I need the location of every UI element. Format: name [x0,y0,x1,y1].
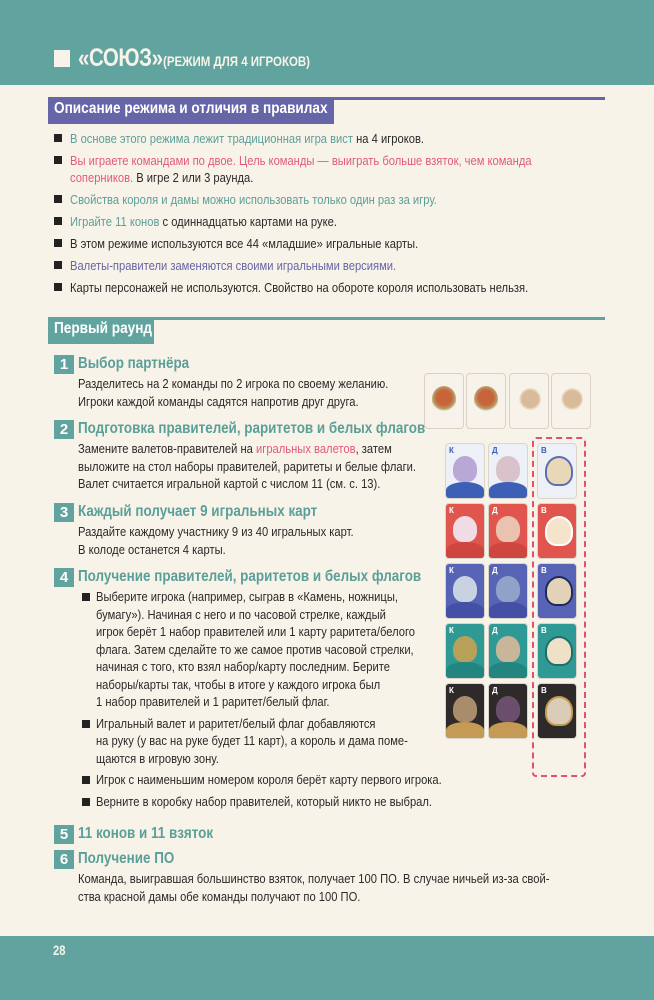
step-3: 3 Каждый получает 9 игральных карт Раздайте каждому участнику 9 из 40 игральных карт. В колоде останется 4 карты. [54,503,398,558]
bullet-square-icon [82,720,90,728]
step-4 [54,568,498,814]
step-number: 2 [54,420,74,439]
list-item: Игральный валет и раритет/белый флаг добавляются на руку (у вас на руке будет 11 карт), а король и дама поме- щаются в игровую зону. [82,715,498,768]
step-6: 6 Получение ПО Команда, выигравшая большинство взяток, получает 100 ПО. В случае ничьей из-за свой- ства красной дамы обе команды получают по 100 ПО. [54,850,626,905]
list-item: Выберите игрока (например, сыграв в «Камень, ножницы, бумагу»). Начиная с него и по часовой стрелке, каждый игрок берёт 1 набор правителей или 1 карту раритета/белого флага. Затем сделайте то же самое против часовой стрелки, начиная с того, кто взял набор/карту последним. Берите наборы/карты так, чтобы в итоге у каждого игрока был 1 набор правителей и 1 раритет/белый флаг. [82,588,498,711]
step-number: 6 [54,850,74,869]
list-item: Верните в коробку набор правителей, который никто не выбрал. [82,793,498,811]
list-item: Валеты-правители заменяются своими игральными версиями. [54,257,614,274]
jack-card-indigo: В [538,564,576,618]
squirrel-card-back [510,374,548,428]
step-5 [54,825,239,843]
king-card-dark: К [446,684,484,738]
title-subtitle: (РЕЖИМ ДЛЯ 4 ИГРОКОВ) [163,53,311,69]
list-item: Карты персонажей не используются. Свойство на обороте короля использовать нельзя. [54,279,614,296]
list-item: Свойства короля и дамы можно использовать только один раз за игру. [54,191,614,208]
title-square-icon [54,50,70,67]
king-card-blue: К [446,444,484,498]
king-card-teal: К [446,624,484,678]
step-title: Получение правителей, раритетов и белых флагов [78,568,422,585]
step-number: 1 [54,355,74,374]
list-item: Игрок с наименьшим номером короля берёт карту первого игрока. [82,771,498,789]
step-title: 11 конов и 11 взяток [78,825,214,842]
list-item: В основе этого режима лежит традиционная игра вист на 4 игроков. [54,130,614,147]
list-item: Играйте 11 конов с одиннадцатью картами на руке. [54,213,614,230]
footer-band [0,936,654,1000]
bullet-square-icon [82,593,90,601]
step-2: 2 Подготовка правителей, раритетов и белых флагов Замените валетов-правителей на игральных валетов, затем выложите на стол наборы правителей, раритеты и белые флаги. Валет считается игральной картой с числом 11 (см. с. 13). [54,420,491,493]
queen-card-teal: Д [489,624,527,678]
mode-bullet-list [54,130,614,301]
queen-card-dark: Д [489,684,527,738]
step-4-bullets [82,588,498,810]
jack-card-dark: В [538,684,576,738]
jack-card-teal: В [538,624,576,678]
page-title [54,44,342,73]
bullet-square-icon [54,134,62,142]
step-title: Подготовка правителей, раритетов и белых флагов [78,420,426,437]
round-heading-text: Первый раунд [54,320,153,337]
squirrel-icon [559,386,583,412]
step-number: 3 [54,503,74,522]
deer-icon [474,386,498,412]
bullet-square-icon [54,283,62,291]
deer-card-back [425,374,463,428]
list-item: В этом режиме используются все 44 «младшие» игральные карты. [54,235,614,252]
title-main: «СОЮЗ» [78,44,163,72]
bullet-square-icon [54,239,62,247]
queen-card-blue: Д [489,444,527,498]
step-title: Каждый получает 9 игральных карт [78,503,318,520]
step-title: Получение ПО [78,850,175,867]
bullet-square-icon [54,217,62,225]
bullet-square-icon [54,195,62,203]
step-1: 1 Выбор партнёра Разделитесь на 2 команды по 2 игрока по своему желанию. Игроки каждой команды садятся напротив друг друга. [54,355,439,410]
squirrel-card-back [552,374,590,428]
step-number: 4 [54,568,74,587]
bullet-square-icon [54,261,62,269]
jack-card-blue: В [538,444,576,498]
deer-card-back [467,374,505,428]
step-title: Выбор партнёра [78,355,190,372]
list-item: Вы играете командами по двое. Цель команды — выиграть больше взяток, чем команда соперников. В игре 2 или 3 раунда. [54,152,614,186]
bullet-square-icon [54,156,62,164]
king-card-red: К [446,504,484,558]
king-card-indigo: К [446,564,484,618]
queen-card-red: Д [489,504,527,558]
page-number: 28 [53,942,66,958]
bullet-square-icon [82,776,90,784]
deer-icon [432,386,456,412]
queen-card-indigo: Д [489,564,527,618]
jack-cards-dashed-highlight [532,437,586,777]
squirrel-icon [517,386,541,412]
mode-heading-text: Описание режима и отличия в правилах [54,100,328,117]
jack-card-red: В [538,504,576,558]
step-number: 5 [54,825,74,844]
bullet-square-icon [82,798,90,806]
